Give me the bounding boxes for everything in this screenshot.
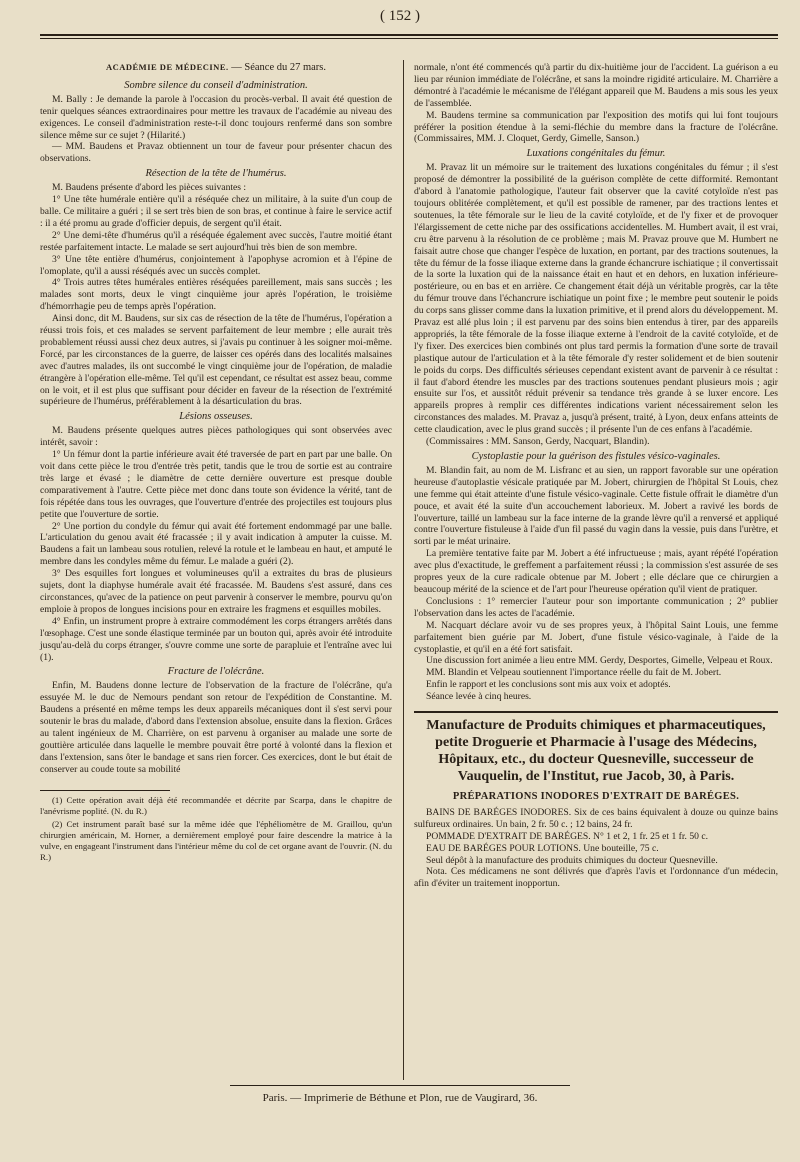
paragraph: Enfin, M. Baudens donne lecture de l'observation de la fracture de l'olécrâne, qu'a essuyée M. le duc de Nemours pendant son retour de l'expédition de Constantine. M. Baudens a présenté en même temps les deux appareils mécaniques dont il s'est servi pour soutenir le bras du malade, d'abord dans l'extension absolue, ensuite dans la flexion. Grâces au talent ingénieux de M. Charrière, on est parvenu à organiser au malade une sorte de gouttière articulée dans laquelle le membre pouvait être porté à volonté dans la flexion et dans l'extension, sans ôter le bandage et sans rien forcer. Ces exercices, dont le but était de conserver au coude toute sa mobilité xyxy=(40,680,392,775)
paragraph: — MM. Baudens et Pravaz obtiennent un tour de faveur pour présenter chacun des observations. xyxy=(40,141,392,165)
footnotes xyxy=(40,795,392,863)
paragraph: 4° Enfin, un instrument propre à extraire commodément les corps étrangers arrêtés dans l'œsophage. C'est une sonde élastique terminée par un bouton qui, après avoir été introduite jusqu'au-delà du corps étranger, s'ouvre comme une sorte de parapluie et l'entraîne avec lui (1). xyxy=(40,615,392,663)
paragraph: M. Baudens termine sa communication par l'exposition des motifs qui lui font toujours préférer la position étendue à la semi-fléchie du membre dans la fracture de l'olécrâne. (Commissaires, MM. J. Cloquet, Gerdy, Gimelle, Sanson.) xyxy=(414,109,778,145)
imprint-footer: Paris. — Imprimerie de Béthune et Plon, rue de Vaugirard, 36. xyxy=(262,1092,538,1104)
page-number: ( 152 ) xyxy=(380,8,420,24)
footnote-rule xyxy=(40,790,170,791)
paragraph: Une discussion fort animée a lieu entre MM. Gerdy, Desportes, Gimelle, Velpeau et Roux. xyxy=(426,655,773,667)
left-column xyxy=(40,62,392,865)
top-rule xyxy=(40,34,778,36)
paragraph: MM. Blandin et Velpeau soutiennent l'importance réelle du fait de M. Jobert. xyxy=(426,667,722,679)
ad-paragraph: BAINS DE BARÉGES INODORES. Six de ces bains équivalent à douze ou quinze bains sulfureux ordinaires. Un bain, 2 fr. 50 c. ; 12 bains, 24 fr. xyxy=(414,806,778,830)
paragraph: 3° Des esquilles fort longues et volumineuses qu'il a extraites du bras de plusieurs sujets, dont la diaphyse humérale avait été fracassée. M. Baudens s'est assuré, dans ces circonstances, qu'avec de la patience on peut parvenir à conserver le membre, pourvu qu'on emploie à propos de longues incisions pour en extraire les fragmens et esquilles mobiles. xyxy=(40,568,392,615)
paragraph: 4° Trois autres têtes humérales entières réséquées pareillement, mais sans succès ; les malades sont morts, deux le vingt cinquième jour après l'opération, le troisième d'hémorrhagie peu de temps après l'opération. xyxy=(40,277,392,313)
advertisement xyxy=(414,717,778,890)
header-label: ACADÉMIE DE MÉDECINE. xyxy=(105,62,229,72)
section-title: Cystoplastie pour la guérison des fistules vésico-vaginales. xyxy=(471,451,721,462)
footer-rule xyxy=(230,1085,570,1086)
top-rule-thin xyxy=(40,38,778,39)
section-title: Résection de la tête de l'humérus. xyxy=(145,168,287,180)
paragraph: M. Blandin fait, au nom de M. Lisfranc et au sien, un rapport favorable sur une opération heureuse d'autoplastie vésicale pratiquée par M. Jobert, chirurgien de l'hôpital St Louis, chez une femme qui était atteinte d'une fistule vésico-vaginale. Cette fistule offrait le diamètre d'un pouce, et avait été la suite d'un accouchement laborieux. M. Jobert a ravivé les bords de l'ouverture, taillé un lambeau sur la face interne de la grande lèvre qu'il a renversé et appliqué contre l'ouverture fistuleuse à l'aide d'un fil passé du vagin dans la vessie, puis dans l'urètre, et sorti par le méat urinaire. xyxy=(414,464,778,548)
paragraph: La première tentative faite par M. Jobert a été infructueuse ; mais, ayant répété l'opération avec plus d'exactitude, le greffement a parfaitement réussi ; la commission s'est assurée de ses propres yeux de la cure radicale obtenue par M. Jobert ; elle déclare que ce chirurgien a beaucoup mérité de la science et de l'art pour l'heureuse opération qu'il vient de pratiquer. xyxy=(414,548,778,595)
section-title: Sombre silence du conseil d'administration. xyxy=(124,79,308,91)
paragraph: 1° Une tête humérale entière qu'il a réséquée chez un militaire, à la suite d'un coup de balle. Ce militaire a guéri ; il se sert très bien de son bras, et continue à faire le service actif : il a été promu au grade d'officier depuis, de sergent qu'il était. xyxy=(40,194,392,229)
paragraph: M. Bally : Je demande la parole à l'occasion du procès-verbal. Il avait été question de tenir quelques séances extraordinaires pour mettre les travaux de l'académie au niveau des exigences. Le conseil d'administration reste-t-il donc toujours renfermé dans son sombre silence même sur ce sujet ? (Hilarité.) xyxy=(40,93,392,141)
ad-subtitle: PRÉPARATIONS INODORES D'EXTRAIT DE BARÉGES. xyxy=(452,791,740,803)
paragraph: normale, n'ont été commencés qu'à partir du dix-huitième jour de l'accident. La guérison a eu lieu par réunion immédiate de l'olécrâne, et sans la moindre rigidité articulaire. M. Charrière a démontré à l'académie le mécanisme de l'élégant appareil que M. Baudens a mis sous les yeux de l'assemblée. xyxy=(414,62,778,109)
paragraph: Séance levée à cinq heures. xyxy=(426,691,532,703)
paragraph: (Commissaires : MM. Sanson, Gerdy, Nacquart, Blandin). xyxy=(426,436,650,448)
ad-paragraph: Seul dépôt à la manufacture des produits chimiques du docteur Quesneville. xyxy=(426,854,718,866)
ad-paragraph: EAU DE BARÉGES POUR LOTIONS. Une bouteille, 75 c. xyxy=(426,842,659,854)
paragraph: M. Baudens présente quelques autres pièces pathologiques qui sont observées avec intérêt, savoir : xyxy=(40,425,392,449)
paragraph: M. Nacquart déclare avoir vu de ses propres yeux, à l'hôpital Saint Louis, une femme parfaitement bien guérie par M. Jobert, d'une fistule vésico-vaginale, à l'aide de la cystoplastie, et qu'il en a été fort satisfait. xyxy=(414,619,778,655)
column-separator xyxy=(403,60,404,1080)
header-session: — Séance du 27 mars. xyxy=(231,62,327,73)
ad-paragraph: POMMADE D'EXTRAIT DE BARÉGES. N° 1 et 2, 1 fr. 25 et 1 fr. 50 c. xyxy=(426,830,708,842)
paragraph: 2° Une demi-tête d'humérus qu'il a réséquée également avec succès, l'autre moitié étant restée parfaitement intacte. Le malade se sert aujourd'hui très bien de son membre. xyxy=(40,229,392,253)
paragraph: Enfin le rapport et les conclusions sont mis aux voix et adoptés. xyxy=(426,679,671,691)
paragraph: Ainsi donc, dit M. Baudens, sur six cas de résection de la tête de l'humérus, l'opération a réussi trois fois, et ces malades se servent parfaitement de leur membre ; elle aurait très probablement réussi aussi chez deux autres, si j'avais pu continuer à les soigner moi-même. Forcé, par les circonstances de la guerre, de laisser ces opérés dans des localités malsaines avec d'autres malades, ils ont succombé le vingt cinquième jour de l'opération, de maladie étrangère à l'opération elle-même. Tel qu'il est cependant, ce résultat est assez beau, comme on le voit, et il est plus que suffisant pour décider en faveur de la résection de l'extrémité supérieure de l'humérus, préférablement à la désarticulation du bras. xyxy=(40,313,392,408)
paragraph: 1° Un fémur dont la partie inférieure avait été traversée de part en part par une balle. On voit dans cette pièce le trou d'entrée très petit, tandis que le trou de sortie est au contraire très large et évasé ; le diamètre de cette dernière ouverture est presque double comparativement à l'autre. Cette pièce met donc dans toute son évidence la vérité, tant de fois répétée dans tous les ouvrages, que l'ouverture d'entrée des projectiles est toujours plus petite que l'ouverture de sortie. xyxy=(40,449,392,520)
paragraph: 3° Une tête entière d'humérus, conjointement à l'apophyse acromion et à l'épine de l'omoplate, qu'il a aussi réséqués avec un succès complet. xyxy=(40,253,392,277)
paragraph: M. Baudens présente d'abord les pièces suivantes : xyxy=(52,182,247,194)
ad-paragraph: Nota. Ces médicamens ne sont délivrés que d'après l'avis et l'ordonnance d'un médecin, afin d'éviter un traitement inopportun. xyxy=(414,866,778,890)
section-title: Luxations congénitales du fémur. xyxy=(526,148,666,160)
paragraph: M. Pravaz lit un mémoire sur le traitement des luxations congénitales du fémur ; il s'est proposé de démontrer la possibilité de la guérison complète de cette difformité. Remontant d'abord à l'anatomie pathologique, l'auteur fait observer que la cavité cotyloïde n'est pas toujours oblitérée complètement, et qu'il est possible de ramener, par des tractions lentes et soutenues, la tête fémorale sur le lieu de la cavité cotyloïde, et de l'y fixer et de provoquer l'élargissement de cette niche par des ossifications accidentelles. M. Humbert avait, il est vrai, cru être parvenu à la résolution de ce problème ; mais M. Pravaz prouve que M. Humbert ne faisait autre chose que changer l'espèce de luxation, en portant, par des tractions soutenues, la tête du fémur de la fosse iliaque externe dans la grande échancrure ischiatique ; il convertissait de la sorte la luxation qui de la naissance était en haut et en dehors, en luxation inférieure-postérieure, ou en bas et en arrière. Ce changement était déjà un véritable progrès, car la tête du fémur trouve dans l'échancrure ischiatique un point fixe ; le membre peut soutenir le poids du corps sans glisser comme dans la luxation primitive, et il prend alors du développement. M. Pravaz est allé plus loin ; il est parvenu par des soins bien entendus à tirer, par des appareils appropriés, la tête fémorale de la fosse iliaque externe à l'endroit de la cavité cotyloïde, et de l'y fixer. Des exercices bien combinés ont plus tard permis la formation d'une sorte de travail plastique autour de l'articulation et à la tête fémorale d'y rester solidement et de bien soutenir le poids du corps. Des difficultés sérieuses cependant existent avant de parvenir à ce résultat : il faut d'abord étendre les muscles par des tractions soutenues pendant plusieurs mois ; agir ensuite sur l'os, et aussitôt réduit prévenir sa tendance très grande à se luxer encore. Les appareils propres à remplir ces différentes indications varient nécessairement selon les circonstances des malades. M. Pravaz a, jusqu'à présent, traité, à Lyon, deux enfans atteints de cette claudication, avec le plus grand succès ; il présente l'un de ces enfans à l'académie. xyxy=(414,162,778,436)
paragraph: 2° Une portion du condyle du fémur qui avait été fortement endommagé par une balle. L'articulation du genou avait été fracassée ; il y avait indication à amputer la cuisse. M. Baudens a fait un lambeau sous rotulien, relevé la rotule et le lambeau en haut, et amputé le membre dans les condyles même du fémur. Le malade a guéri (2). xyxy=(40,520,392,568)
footnote: (1) Cette opération avait déjà été recommandée et décrite par Scarpa, dans le chapitre de l'anévrisme poplité. (N. du R.) xyxy=(40,794,392,816)
footnote: (2) Cet instrument paraît basé sur la même idée que l'éphéliomètre de M. Graillou, qu'un chirurgien américain, M. Horner, a dernièrement employé pour faire descendre la matrice à la vulve, en engageant l'instrument dans l'intérieur même du col de cet organe avant de l'ouvrir. (N. du R.) xyxy=(40,818,392,862)
ad-title: Manufacture de Produits chimiques et pharmaceutiques, petite Droguerie et Pharmacie à l'usage des Médecins, Hôpitaux, etc., du docteur Quesneville, successeur de Vauquelin, de l'Institut, rue Jacob, 30, à Paris. xyxy=(426,718,766,785)
session-header xyxy=(40,62,392,74)
section-title: Lésions osseuses. xyxy=(179,411,253,423)
advertisement-rule xyxy=(414,711,778,713)
right-column xyxy=(414,62,778,890)
paragraph: Conclusions : 1° remercier l'auteur pour son importante communication ; 2° publier l'observation dans les actes de l'académie. xyxy=(414,595,778,619)
section-title: Fracture de l'olécrâne. xyxy=(167,666,265,678)
